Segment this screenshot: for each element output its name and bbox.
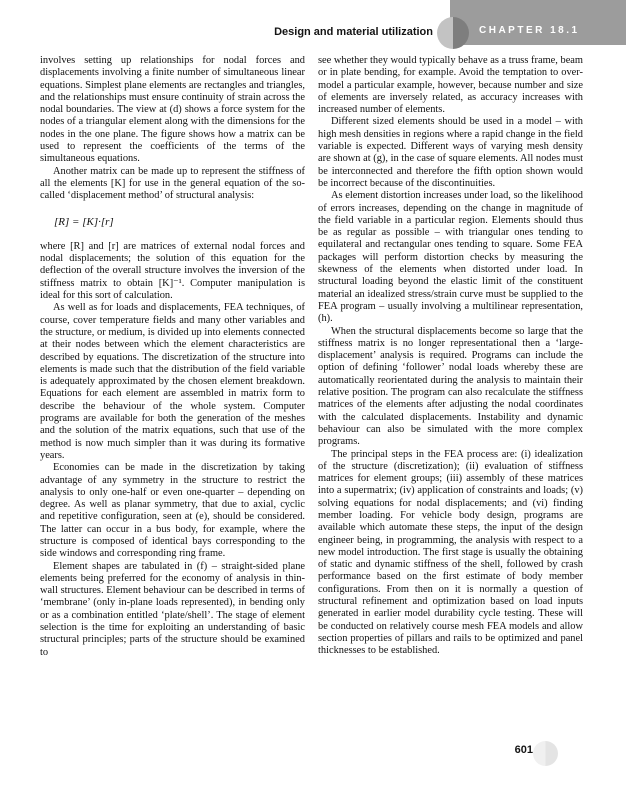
paragraph: Another matrix can be made up to represent the stiffness of all the elements [K] for use in the general equation of the so-called ‘displacement method’ of structural analysis: <box>40 165 305 202</box>
half-circle-icon <box>533 741 558 766</box>
running-head-title: Design and material utilization <box>274 26 433 38</box>
paragraph: As well as for loads and displacements, FEA techniques, of course, cover temperature fields and many other variables and the structure, or medium, is divided up into elements connected at their nodes between which the element characteristics are described by equations. The discretization of the structure into elements is made such that the distribution of the field variable is adequately approximated by the chosen element breakdown. Equations for each element are assembled in matrix form to describe the behaviour of the whole system. Computer programs are available for both the generation of the meshes and the solution of the matrix equations, such that use of the method is now much simpler than it was during its formative years. <box>40 302 305 461</box>
equation: [R] = [K]·[r] <box>54 215 114 228</box>
left-column <box>40 55 305 659</box>
paragraph: Element shapes are tabulated in (f) – straight-sided plane elements being preferred for the economy of analysis in thin-wall structures. Element behaviour can be described in terms of ‘membrane’ (only in-plane loads represented), in bending only or as a combination entitled ‘plate/shell’. The stage of element selection is the time for exploiting an understanding of basic structural principles; parts of the structure should be examined to <box>40 560 305 658</box>
chapter-number-label: CHAPTER 18.1 <box>479 25 580 36</box>
paragraph: As element distortion increases under load, so the likelihood of errors increases, depending on the change in magnitude of the field variable in a particular region. Elements should thus be as regular as possible – with triangular ones tending to equilateral and rectangular ones tending to square. Some FEA packages will perform distortion checks by measuring the skewness of the elements when distorted under load. In structural loading beyond the elastic limit of the constituent material an idealized stress/strain curve must be supplied to the FEA program – usually involving a multilinear representation, (h). <box>318 190 583 325</box>
paragraph: see whether they would typically behave as a truss frame, beam or in plate bending, for example. Avoid the temptation to over-model a particular example, however, because number and size of elements are inversely related, as accuracy increases with increased number of elements. <box>318 55 583 116</box>
paragraph: When the structural displacements become so large that the stiffness matrix is no longer representational then a ‘large-displacement’ analysis is required. Programs can include the option of defining ‘follower’ nodal loads whereby these are automatically reorientated during the analysis to maintain their relative position. The program can also recalculate the stiffness matrices of the elements after adjusting the nodal coordinates with the calculated displacements. Instability and dynamic behaviour can also be simulated with the more complex programs. <box>318 325 583 448</box>
paragraph: Economies can be made in the discretization by taking advantage of any symmetry in the structure to restrict the analysis to only one-half or even one-quarter – depending on degree. As well as planar symmetry, that due to axial, cyclic and repetitive configuration, seen at (e), should be considered. The latter can occur in a bus body, for example, where the structure is composed of identical bays corresponding to the side windows and corresponding ring frame. <box>40 462 305 560</box>
paragraph: The principal steps in the FEA process are: (i) idealization of the structure (discretization); (ii) evaluation of stiffness matrices for element groups; (iii) assembly of these matrices into a supermatrix; (iv) application of constraints and loads; (v) solving equations for nodal displacements; and (vi) finding member loading. For vehicle body design, programs are available which automate these steps, the input of the design engineer being, in programming, the analysis with respect to a new model introduction. The first stage is usually the obtaining of static and dynamic stiffness of the shell, followed by crash performance based on the first estimate of body member configurations. From then on it is normally a question of structural refinement and optimization based on load inputs generated in earlier model durability cycle testing. These will be conducted on relatively course mesh FEA models and allow section properties of pillars and rails to be optimized and panel thicknesses to be established. <box>318 448 583 657</box>
right-column <box>318 55 583 659</box>
paragraph: where [R] and [r] are matrices of external nodal forces and nodal displacements; the solution of this equation for the deflection of the overall structure involves the inversion of the stiffness matrix to obtain [K]⁻¹. Computer manipulation is ideal for this sort of calculation. <box>40 240 305 302</box>
chapter-banner <box>450 0 626 45</box>
half-circle-icon <box>437 17 469 49</box>
page-number: 601 <box>514 744 533 756</box>
page-body <box>40 55 583 659</box>
paragraph: Different sized elements should be used in a model – with high mesh densities in regions where a rapid change in the field variable is expected. Different ways of varying mesh density are shown at (g), in the case of square elements. All nodes must be interconnected and therefore the fifth option shown would be incorrect because of the discontinuities. <box>318 116 583 189</box>
paragraph: involves setting up relationships for nodal forces and displacements involving a finite number of simultaneous linear equations. Simplest plane elements are rectangles and triangles, and the relationships must ensure continuity of strain across the nodal boundaries. The view at (d) shows a force system for the nodes of a triangular element along with the dimensions for the nodes in the one plane. The figure shows how a matrix can be used to represent the coefficients of the terms of the simultaneous equations. <box>40 55 305 165</box>
